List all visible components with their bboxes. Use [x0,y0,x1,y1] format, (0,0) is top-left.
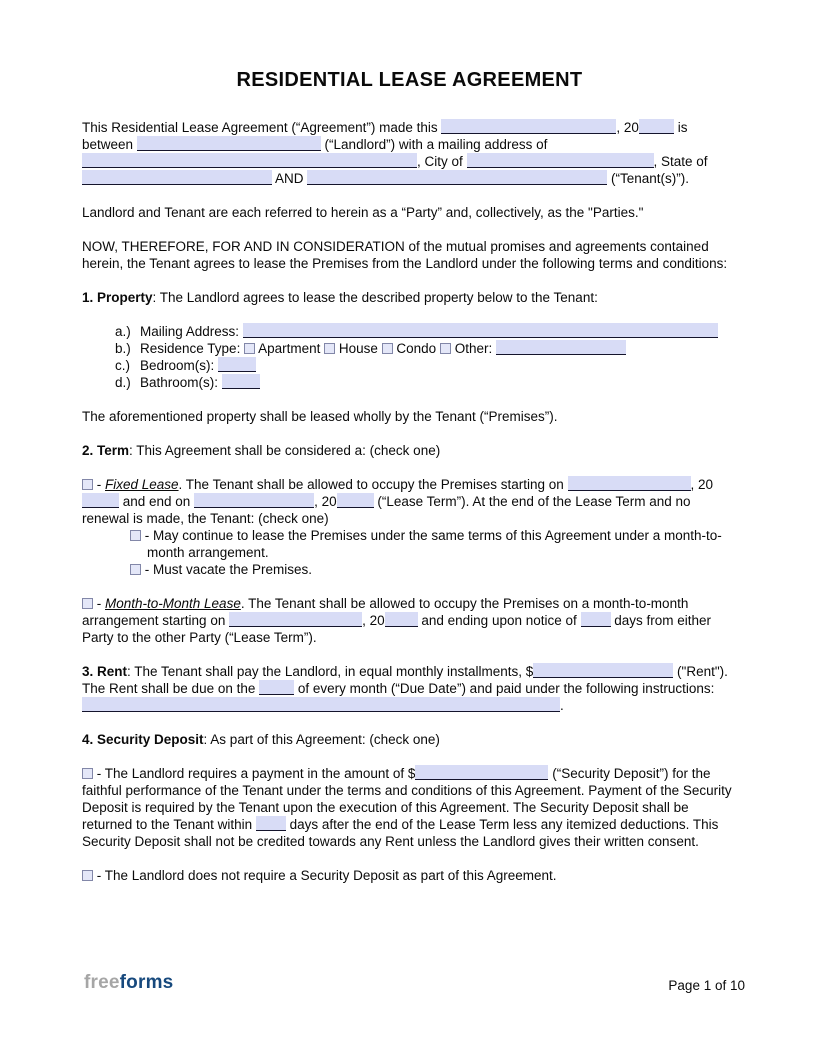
text-run: of every month (“Due Date”) and paid under the following instructions: [294,681,715,696]
text-run: (“Lease Term”). At the end of the Lease Term and no renewal is made, the Tenant: (check one) [82,494,691,526]
blank-input-field[interactable] [581,612,611,627]
text-run: . The Tenant shall be allowed to occupy the Premises on a month-to-month arrangement starting on [82,596,689,628]
text-run: Month-to-Month Lease [105,596,241,611]
text-run: is between [82,120,688,152]
blank-input-field[interactable] [496,340,626,355]
blank-input-field[interactable] [256,816,286,831]
blank-input-field[interactable] [385,612,418,627]
text-run: days from either Party to the other Party (“Lease Term”). [82,613,712,645]
security-deposit-section-heading [82,731,737,748]
text-run: . [560,698,564,713]
list-item-label: a.) [115,324,131,339]
list-item-bedrooms [115,357,737,374]
checkbox-icon[interactable] [130,564,141,575]
security-deposit-not-required-option [82,867,737,884]
text-run: : The Landlord agrees to lease the described property below to the Tenant: [152,290,598,305]
text-run: Mailing Address: [140,324,243,339]
term-section-heading [82,442,737,459]
text-run: , 20 [690,477,714,492]
checkbox-icon[interactable] [82,598,93,609]
text-run: 4. Security Deposit [82,732,204,747]
list-item-content [140,340,737,357]
text-run: . The Tenant shall be allowed to occupy the Premises starting on [178,477,568,492]
text-run: - Must vacate the Premises. [141,562,313,577]
month-to-month-option [82,595,737,646]
text-run: Residence Type: [140,341,245,356]
fixed-lease-suboption-vacate [130,561,737,578]
text-run: , 20 [616,120,639,135]
blank-input-field[interactable] [243,323,718,338]
blank-input-field[interactable] [441,119,616,134]
text-run: Bedroom(s): [140,358,219,373]
checkbox-icon[interactable] [82,870,93,881]
property-section-heading [82,289,737,306]
blank-input-field[interactable] [467,153,654,168]
text-run: - The Landlord does not require a Security Deposit as part of this Agreement. [93,868,557,883]
text-run: : As part of this Agreement: (check one) [203,732,440,747]
text-run: : The Tenant shall pay the Landlord, in equal monthly installments, $ [127,664,534,679]
blank-input-field[interactable] [82,697,560,712]
page-number: Page 1 of 10 [668,978,745,993]
parties-paragraph [82,204,737,221]
property-detail-list [115,323,737,391]
blank-input-field[interactable] [82,153,417,168]
text-run: - The Landlord requires a payment in the amount of $ [93,766,416,781]
blank-input-field[interactable] [639,119,674,134]
text-run: , State of [653,154,708,169]
logo-text-free: free [84,972,120,993]
list-item-content [140,357,737,374]
text-run: Bathroom(s): [140,375,222,390]
text-run: Other: [450,341,496,356]
text-run: Apartment [255,341,325,356]
blank-input-field[interactable] [259,680,294,695]
text-run: , 20 [314,494,337,509]
checkbox-icon[interactable] [440,343,451,354]
checkbox-icon[interactable] [82,479,93,490]
text-run: and end on [119,494,195,509]
checkbox-icon[interactable] [382,343,393,354]
text-run: 2. Term [82,443,130,458]
text-run: House [335,341,382,356]
checkbox-icon[interactable] [324,343,335,354]
blank-input-field[interactable] [229,612,362,627]
list-item-bathrooms [115,374,737,391]
text-run: This Residential Lease Agreement (“Agreement”) made this [82,120,442,135]
text-run: (“Security Deposit”) for the faithful performance of the Tenant under the terms and conditions of this Agreement. Payment of the Security Deposit is required by the Tenant upon the execution of this Agreement. The Security Deposit shall be returned to the Tenant within [82,766,732,832]
text-run: The aforementioned property shall be leased wholly by the Tenant (“Premises”). [82,409,558,424]
blank-input-field[interactable] [82,493,119,508]
blank-input-field[interactable] [218,357,256,372]
list-item-content [140,323,737,340]
intro-paragraph [82,119,737,187]
text-run: (“Landlord”) with a mailing address of [320,137,548,152]
blank-input-field[interactable] [222,374,260,389]
blank-input-field[interactable] [307,170,607,185]
list-item-content [140,374,737,391]
text-run: , 20 [362,613,385,628]
text-run: Condo [392,341,440,356]
consideration-paragraph [82,238,737,272]
text-run: - [93,596,105,611]
blank-input-field[interactable] [533,663,673,678]
list-item-label: b.) [115,341,131,356]
text-run: ("Rent"). The Rent shall be due on the [82,664,728,696]
logo-text-forms: forms [119,972,174,993]
text-run: - [93,477,105,492]
document-title: RESIDENTIAL LEASE AGREEMENT [236,69,583,91]
text-run: 1. Property [82,290,153,305]
blank-input-field[interactable] [415,765,548,780]
blank-input-field[interactable] [82,170,272,185]
text-run: and ending upon notice of [417,613,581,628]
security-deposit-required-option [82,765,737,850]
text-run: (“Tenant(s)”). [607,171,690,186]
fixed-lease-option [82,476,737,527]
text-run: NOW, THEREFORE, FOR AND IN CONSIDERATION of the mutual promises and agreements contained herein, the Tenant agrees to lease the Premises from the Landlord under the following terms and conditions: [82,239,728,271]
text-run: - May continue to lease the Premises under the same terms of this Agreement under a month-to-month arrangement. [141,528,722,560]
text-run: Fixed Lease [105,477,179,492]
blank-input-field[interactable] [137,136,321,151]
blank-input-field[interactable] [337,493,374,508]
checkbox-icon[interactable] [244,343,255,354]
text-run: days after the end of the Lease Term less any itemized deductions. This Security Deposit shall not be credited towards any Rent unless the Landlord gives their written consent. [82,817,719,849]
text-run: : This Agreement shall be considered a: (check one) [129,443,441,458]
text-run: 3. Rent [82,664,128,679]
premises-paragraph [82,408,737,425]
text-run: AND [272,171,308,186]
list-item-label: c.) [115,358,130,373]
list-item-residence-type [115,340,737,357]
checkbox-icon[interactable] [130,530,141,541]
text-run: , City of [417,154,467,169]
blank-input-field[interactable] [568,476,691,491]
checkbox-icon[interactable] [82,768,93,779]
list-item-label: d.) [115,375,131,390]
freeforms-logo [84,972,173,994]
rent-section-paragraph [82,663,737,714]
list-item-mailing-address [115,323,737,340]
page-footer [84,972,745,994]
blank-input-field[interactable] [194,493,314,508]
fixed-lease-suboption-continue [130,527,737,561]
text-run: Landlord and Tenant are each referred to herein as a “Party” and, collectively, as the "Parties." [82,205,644,220]
